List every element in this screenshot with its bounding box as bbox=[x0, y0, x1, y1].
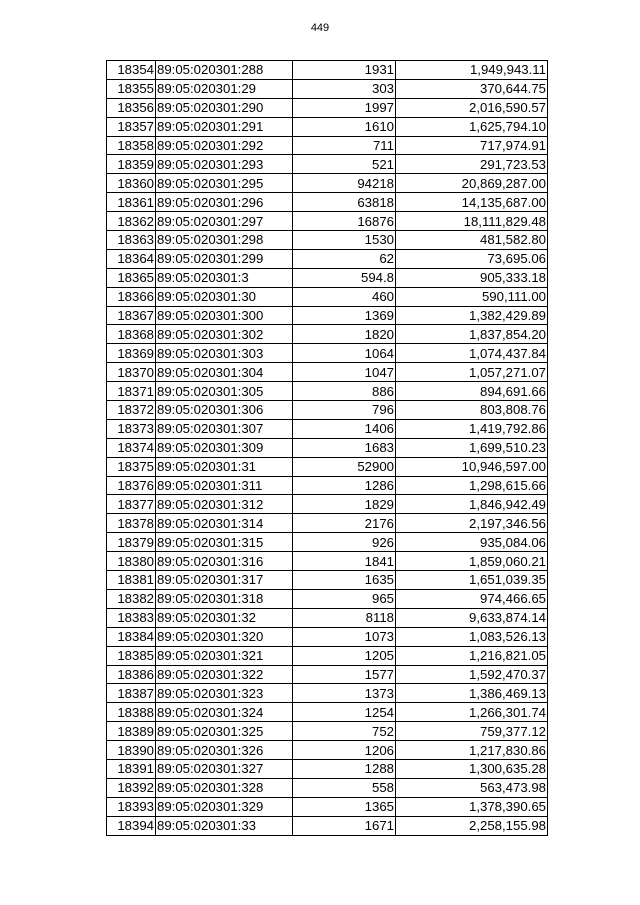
area-cell: 2176 bbox=[293, 514, 396, 533]
cadastral-value-cell: 1,859,060.21 bbox=[396, 552, 548, 571]
table-row bbox=[107, 155, 548, 174]
table-row bbox=[107, 722, 548, 741]
row-number-cell: 18358 bbox=[107, 136, 156, 155]
row-number-cell: 18378 bbox=[107, 514, 156, 533]
cadastral-value-cell: 9,633,874.14 bbox=[396, 608, 548, 627]
table-row bbox=[107, 136, 548, 155]
area-cell: 1286 bbox=[293, 476, 396, 495]
cadastral-value-cell: 1,625,794.10 bbox=[396, 117, 548, 136]
row-number-cell: 18377 bbox=[107, 495, 156, 514]
cadastral-number-cell: 89:05:020301:307 bbox=[156, 419, 293, 438]
table-row bbox=[107, 98, 548, 117]
cadastral-number-cell: 89:05:020301:295 bbox=[156, 174, 293, 193]
cadastral-number-cell: 89:05:020301:324 bbox=[156, 703, 293, 722]
row-number-cell: 18354 bbox=[107, 61, 156, 80]
cadastral-value-cell: 1,074,437.84 bbox=[396, 344, 548, 363]
cadastral-value-cell: 2,016,590.57 bbox=[396, 98, 548, 117]
table-row bbox=[107, 495, 548, 514]
row-number-cell: 18391 bbox=[107, 759, 156, 778]
area-cell: 62 bbox=[293, 249, 396, 268]
table-row bbox=[107, 231, 548, 250]
row-number-cell: 18363 bbox=[107, 231, 156, 250]
row-number-cell: 18368 bbox=[107, 325, 156, 344]
area-cell: 752 bbox=[293, 722, 396, 741]
table-row bbox=[107, 797, 548, 816]
cadastral-number-cell: 89:05:020301:321 bbox=[156, 646, 293, 665]
row-number-cell: 18381 bbox=[107, 571, 156, 590]
area-cell: 558 bbox=[293, 778, 396, 797]
area-cell: 303 bbox=[293, 79, 396, 98]
cadastral-value-cell: 1,266,301.74 bbox=[396, 703, 548, 722]
cadastral-number-cell: 89:05:020301:325 bbox=[156, 722, 293, 741]
cadastral-number-cell: 89:05:020301:293 bbox=[156, 155, 293, 174]
cadastral-number-cell: 89:05:020301:309 bbox=[156, 438, 293, 457]
table-row bbox=[107, 117, 548, 136]
row-number-cell: 18382 bbox=[107, 589, 156, 608]
row-number-cell: 18372 bbox=[107, 401, 156, 420]
row-number-cell: 18375 bbox=[107, 457, 156, 476]
area-cell: 1530 bbox=[293, 231, 396, 250]
area-cell: 94218 bbox=[293, 174, 396, 193]
table-row bbox=[107, 457, 548, 476]
cadastral-number-cell: 89:05:020301:327 bbox=[156, 759, 293, 778]
cadastral-number-cell: 89:05:020301:302 bbox=[156, 325, 293, 344]
cadastral-value-cell: 370,644.75 bbox=[396, 79, 548, 98]
cadastral-number-cell: 89:05:020301:304 bbox=[156, 363, 293, 382]
table-row bbox=[107, 363, 548, 382]
row-number-cell: 18370 bbox=[107, 363, 156, 382]
cadastral-number-cell: 89:05:020301:323 bbox=[156, 684, 293, 703]
table-row bbox=[107, 533, 548, 552]
row-number-cell: 18383 bbox=[107, 608, 156, 627]
table-row bbox=[107, 79, 548, 98]
cadastral-number-cell: 89:05:020301:314 bbox=[156, 514, 293, 533]
cadastral-number-cell: 89:05:020301:30 bbox=[156, 287, 293, 306]
area-cell: 8118 bbox=[293, 608, 396, 627]
table-row bbox=[107, 249, 548, 268]
cadastral-number-cell: 89:05:020301:299 bbox=[156, 249, 293, 268]
cadastral-value-cell: 905,333.18 bbox=[396, 268, 548, 287]
cadastral-value-cell: 1,419,792.86 bbox=[396, 419, 548, 438]
area-cell: 1610 bbox=[293, 117, 396, 136]
table-row bbox=[107, 665, 548, 684]
cadastral-number-cell: 89:05:020301:29 bbox=[156, 79, 293, 98]
cadastral-value-cell: 759,377.12 bbox=[396, 722, 548, 741]
row-number-cell: 18369 bbox=[107, 344, 156, 363]
area-cell: 796 bbox=[293, 401, 396, 420]
cadastral-number-cell: 89:05:020301:316 bbox=[156, 552, 293, 571]
area-cell: 1406 bbox=[293, 419, 396, 438]
area-cell: 711 bbox=[293, 136, 396, 155]
area-cell: 1829 bbox=[293, 495, 396, 514]
cadastral-value-cell: 2,197,346.56 bbox=[396, 514, 548, 533]
area-cell: 1671 bbox=[293, 816, 396, 835]
table-row bbox=[107, 268, 548, 287]
area-cell: 594.8 bbox=[293, 268, 396, 287]
cadastral-number-cell: 89:05:020301:298 bbox=[156, 231, 293, 250]
row-number-cell: 18365 bbox=[107, 268, 156, 287]
row-number-cell: 18379 bbox=[107, 533, 156, 552]
row-number-cell: 18364 bbox=[107, 249, 156, 268]
row-number-cell: 18380 bbox=[107, 552, 156, 571]
area-cell: 886 bbox=[293, 382, 396, 401]
area-cell: 521 bbox=[293, 155, 396, 174]
area-cell: 52900 bbox=[293, 457, 396, 476]
area-cell: 1369 bbox=[293, 306, 396, 325]
row-number-cell: 18355 bbox=[107, 79, 156, 98]
table-row bbox=[107, 589, 548, 608]
table-row bbox=[107, 401, 548, 420]
row-number-cell: 18386 bbox=[107, 665, 156, 684]
row-number-cell: 18371 bbox=[107, 382, 156, 401]
area-cell: 460 bbox=[293, 287, 396, 306]
area-cell: 1047 bbox=[293, 363, 396, 382]
table-row bbox=[107, 344, 548, 363]
row-number-cell: 18387 bbox=[107, 684, 156, 703]
area-cell: 63818 bbox=[293, 193, 396, 212]
cadastral-number-cell: 89:05:020301:318 bbox=[156, 589, 293, 608]
table-row bbox=[107, 608, 548, 627]
row-number-cell: 18385 bbox=[107, 646, 156, 665]
table-row bbox=[107, 778, 548, 797]
row-number-cell: 18356 bbox=[107, 98, 156, 117]
cadastral-value-cell: 1,083,526.13 bbox=[396, 627, 548, 646]
cadastral-value-cell: 974,466.65 bbox=[396, 589, 548, 608]
cadastral-number-cell: 89:05:020301:296 bbox=[156, 193, 293, 212]
cadastral-number-cell: 89:05:020301:290 bbox=[156, 98, 293, 117]
row-number-cell: 18390 bbox=[107, 741, 156, 760]
cadastral-value-cell: 20,869,287.00 bbox=[396, 174, 548, 193]
row-number-cell: 18373 bbox=[107, 419, 156, 438]
table-row bbox=[107, 61, 548, 80]
row-number-cell: 18392 bbox=[107, 778, 156, 797]
cadastral-number-cell: 89:05:020301:33 bbox=[156, 816, 293, 835]
area-cell: 1206 bbox=[293, 741, 396, 760]
cadastral-number-cell: 89:05:020301:288 bbox=[156, 61, 293, 80]
cadastral-value-cell: 590,111.00 bbox=[396, 287, 548, 306]
cadastral-value-cell: 10,946,597.00 bbox=[396, 457, 548, 476]
cadastral-number-cell: 89:05:020301:306 bbox=[156, 401, 293, 420]
area-cell: 965 bbox=[293, 589, 396, 608]
area-cell: 1683 bbox=[293, 438, 396, 457]
table-row bbox=[107, 759, 548, 778]
cadastral-value-cell: 1,592,470.37 bbox=[396, 665, 548, 684]
cadastral-number-cell: 89:05:020301:292 bbox=[156, 136, 293, 155]
cadastral-value-cell: 14,135,687.00 bbox=[396, 193, 548, 212]
cadastral-number-cell: 89:05:020301:326 bbox=[156, 741, 293, 760]
table-row bbox=[107, 438, 548, 457]
table-row bbox=[107, 325, 548, 344]
row-number-cell: 18389 bbox=[107, 722, 156, 741]
cadastral-number-cell: 89:05:020301:320 bbox=[156, 627, 293, 646]
cadastral-value-cell: 1,382,429.89 bbox=[396, 306, 548, 325]
row-number-cell: 18357 bbox=[107, 117, 156, 136]
table-row bbox=[107, 703, 548, 722]
row-number-cell: 18393 bbox=[107, 797, 156, 816]
cadastral-value-cell: 1,217,830.86 bbox=[396, 741, 548, 760]
cadastral-value-cell: 1,300,635.28 bbox=[396, 759, 548, 778]
cadastral-value-cell: 1,949,943.11 bbox=[396, 61, 548, 80]
cadastral-value-table bbox=[106, 60, 548, 836]
row-number-cell: 18374 bbox=[107, 438, 156, 457]
table-row bbox=[107, 174, 548, 193]
area-cell: 1820 bbox=[293, 325, 396, 344]
area-cell: 1635 bbox=[293, 571, 396, 590]
row-number-cell: 18376 bbox=[107, 476, 156, 495]
area-cell: 16876 bbox=[293, 212, 396, 231]
table-row bbox=[107, 571, 548, 590]
table-row bbox=[107, 212, 548, 231]
row-number-cell: 18362 bbox=[107, 212, 156, 231]
cadastral-number-cell: 89:05:020301:315 bbox=[156, 533, 293, 552]
table-row bbox=[107, 419, 548, 438]
row-number-cell: 18367 bbox=[107, 306, 156, 325]
row-number-cell: 18384 bbox=[107, 627, 156, 646]
table-body bbox=[107, 61, 548, 836]
area-cell: 1288 bbox=[293, 759, 396, 778]
cadastral-value-cell: 894,691.66 bbox=[396, 382, 548, 401]
area-cell: 1254 bbox=[293, 703, 396, 722]
table-row bbox=[107, 646, 548, 665]
cadastral-number-cell: 89:05:020301:297 bbox=[156, 212, 293, 231]
cadastral-number-cell: 89:05:020301:328 bbox=[156, 778, 293, 797]
cadastral-value-cell: 717,974.91 bbox=[396, 136, 548, 155]
row-number-cell: 18361 bbox=[107, 193, 156, 212]
area-cell: 1365 bbox=[293, 797, 396, 816]
table-row bbox=[107, 193, 548, 212]
table-row bbox=[107, 382, 548, 401]
area-cell: 1577 bbox=[293, 665, 396, 684]
cadastral-number-cell: 89:05:020301:291 bbox=[156, 117, 293, 136]
page-number: 449 bbox=[310, 22, 330, 34]
cadastral-number-cell: 89:05:020301:305 bbox=[156, 382, 293, 401]
cadastral-value-cell: 1,846,942.49 bbox=[396, 495, 548, 514]
area-cell: 926 bbox=[293, 533, 396, 552]
cadastral-value-cell: 803,808.76 bbox=[396, 401, 548, 420]
table-row bbox=[107, 627, 548, 646]
cadastral-number-cell: 89:05:020301:31 bbox=[156, 457, 293, 476]
row-number-cell: 18394 bbox=[107, 816, 156, 835]
table-row bbox=[107, 287, 548, 306]
cadastral-number-cell: 89:05:020301:317 bbox=[156, 571, 293, 590]
area-cell: 1997 bbox=[293, 98, 396, 117]
cadastral-number-cell: 89:05:020301:303 bbox=[156, 344, 293, 363]
cadastral-number-cell: 89:05:020301:329 bbox=[156, 797, 293, 816]
cadastral-number-cell: 89:05:020301:322 bbox=[156, 665, 293, 684]
area-cell: 1931 bbox=[293, 61, 396, 80]
cadastral-number-cell: 89:05:020301:3 bbox=[156, 268, 293, 287]
cadastral-value-cell: 291,723.53 bbox=[396, 155, 548, 174]
table-row bbox=[107, 552, 548, 571]
area-cell: 1064 bbox=[293, 344, 396, 363]
cadastral-number-cell: 89:05:020301:311 bbox=[156, 476, 293, 495]
row-number-cell: 18359 bbox=[107, 155, 156, 174]
table-row bbox=[107, 306, 548, 325]
row-number-cell: 18366 bbox=[107, 287, 156, 306]
row-number-cell: 18360 bbox=[107, 174, 156, 193]
row-number-cell: 18388 bbox=[107, 703, 156, 722]
cadastral-value-cell: 1,216,821.05 bbox=[396, 646, 548, 665]
cadastral-value-cell: 935,084.06 bbox=[396, 533, 548, 552]
area-cell: 1841 bbox=[293, 552, 396, 571]
cadastral-value-cell: 1,298,615.66 bbox=[396, 476, 548, 495]
table-row bbox=[107, 684, 548, 703]
cadastral-value-cell: 1,386,469.13 bbox=[396, 684, 548, 703]
cadastral-value-cell: 1,651,039.35 bbox=[396, 571, 548, 590]
cadastral-number-cell: 89:05:020301:312 bbox=[156, 495, 293, 514]
area-cell: 1205 bbox=[293, 646, 396, 665]
cadastral-value-cell: 73,695.06 bbox=[396, 249, 548, 268]
table-row bbox=[107, 741, 548, 760]
cadastral-value-cell: 2,258,155.98 bbox=[396, 816, 548, 835]
table-row bbox=[107, 816, 548, 835]
cadastral-value-cell: 1,837,854.20 bbox=[396, 325, 548, 344]
cadastral-value-cell: 563,473.98 bbox=[396, 778, 548, 797]
area-cell: 1373 bbox=[293, 684, 396, 703]
cadastral-value-cell: 1,699,510.23 bbox=[396, 438, 548, 457]
table-row bbox=[107, 476, 548, 495]
cadastral-value-cell: 1,378,390.65 bbox=[396, 797, 548, 816]
area-cell: 1073 bbox=[293, 627, 396, 646]
table-row bbox=[107, 514, 548, 533]
cadastral-value-cell: 18,111,829.48 bbox=[396, 212, 548, 231]
cadastral-value-cell: 481,582.80 bbox=[396, 231, 548, 250]
cadastral-number-cell: 89:05:020301:32 bbox=[156, 608, 293, 627]
cadastral-value-cell: 1,057,271.07 bbox=[396, 363, 548, 382]
cadastral-number-cell: 89:05:020301:300 bbox=[156, 306, 293, 325]
